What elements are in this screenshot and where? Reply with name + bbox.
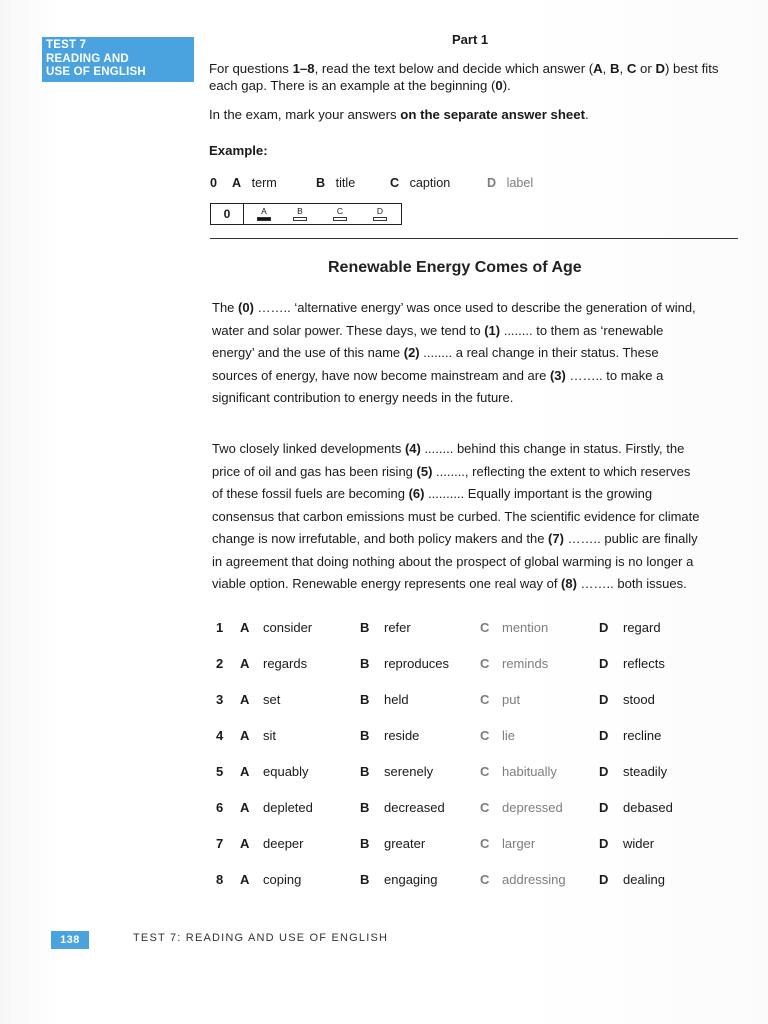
option-c-word: reminds: [502, 656, 549, 671]
option-d-word: wider: [623, 836, 655, 851]
running-title: TEST 7: READING AND USE OF ENGLISH: [133, 932, 389, 944]
line-text: sources of energy, have now become mainstream and are: [212, 367, 550, 383]
instruction-text: ,: [602, 61, 610, 76]
option-letter: D: [599, 800, 609, 815]
question-number: 6: [216, 800, 224, 815]
text-line: [212, 320, 742, 343]
question-number: 4: [216, 728, 224, 743]
line-text: viable option. Renewable energy represents one real way of: [212, 576, 562, 591]
text-line: [212, 551, 742, 574]
option-letter: C: [390, 176, 400, 190]
option-a-word: coping: [263, 872, 302, 887]
gap-number: (0): [238, 300, 254, 315]
text-line: [212, 387, 742, 410]
option-letter: B: [360, 764, 370, 779]
question-number: 1: [216, 620, 224, 635]
instruction-text: 1–8: [292, 61, 315, 76]
instructions-paragraph-1: [209, 60, 739, 94]
option-letter: D: [599, 764, 609, 779]
lozenge-mark-filled: [257, 217, 271, 221]
option-a-word: deeper: [263, 836, 304, 851]
instructions-paragraph-2: [209, 106, 739, 123]
lozenge-c: [331, 206, 349, 221]
instruction-text: on the separate answer sheet: [400, 107, 585, 122]
instruction-text: ).: [502, 78, 511, 93]
line-text: significant contribution to energy needs in the future.: [212, 390, 514, 405]
line-text: change is now irrefutable, and both policy makers and the: [212, 531, 549, 546]
line-text: consensus that carbon emissions must be curbed. The scientific evidence for climate: [212, 508, 700, 524]
option-letter: A: [240, 656, 250, 671]
option-a-word: sit: [263, 728, 276, 743]
option-a-word: set: [263, 692, 281, 707]
line-text: ........, reflecting the extent to which reserves: [432, 463, 691, 479]
instruction-text: For questions: [209, 61, 293, 76]
article-paragraph-2: [212, 438, 742, 596]
option-d-word: stood: [623, 692, 655, 707]
option-letter: C: [480, 728, 490, 743]
option-letter: A: [240, 872, 250, 887]
line-text: …….. to make a: [565, 367, 664, 383]
option-letter: A: [240, 620, 250, 635]
option-letter: D: [599, 656, 609, 671]
instruction-text: ) best fits each gap. There is an example at the beginning (: [209, 61, 719, 93]
example-option-d: [487, 176, 533, 190]
example-number: [210, 176, 217, 190]
question-number: 8: [216, 872, 224, 887]
option-letter: B: [360, 872, 370, 887]
example-answer-box: [210, 203, 402, 225]
option-letter: A: [240, 764, 250, 779]
line-text: Two closely linked developments: [212, 441, 405, 456]
text-line: [212, 342, 742, 365]
example-option-b: [316, 176, 355, 190]
option-word: label: [506, 176, 534, 190]
question-row: [0, 620, 768, 640]
option-letter: B: [360, 728, 370, 743]
option-letter: B: [360, 836, 370, 851]
gap-number: (8): [561, 576, 577, 591]
lozenge-letter: C: [336, 206, 344, 216]
example-option-c: [390, 176, 450, 190]
question-number: 5: [216, 764, 224, 779]
answer-box-number: 0: [211, 204, 244, 224]
option-letter: D: [599, 872, 609, 887]
instruction-text: In the exam, mark your answers: [209, 107, 401, 122]
instruction-text: B: [610, 61, 620, 76]
instruction-text: ,: [619, 61, 627, 76]
option-d-word: dealing: [623, 872, 665, 887]
instruction-text: C: [626, 61, 637, 76]
option-letter: D: [599, 620, 609, 635]
option-letter: B: [360, 800, 370, 815]
option-b-word: held: [384, 692, 409, 707]
article-paragraph-1: [212, 297, 742, 410]
option-letter: D: [599, 728, 609, 743]
option-d-word: steadily: [623, 764, 668, 779]
option-letter: C: [480, 836, 490, 851]
line-text: ........ behind this change in status. Firstly, the: [420, 441, 685, 456]
example-number-text: 0: [210, 176, 218, 190]
option-a-word: depleted: [263, 800, 313, 815]
option-b-word: serenely: [384, 764, 434, 779]
page-number: 138: [51, 931, 89, 949]
gap-number: (5): [416, 463, 433, 479]
question-number: 3: [216, 692, 224, 707]
option-letter: D: [599, 836, 609, 851]
gap-number: (4): [404, 441, 421, 456]
text-line: [212, 461, 742, 484]
option-letter: C: [480, 620, 490, 635]
option-a-word: consider: [263, 620, 313, 635]
gap-number: (2): [403, 345, 420, 360]
example-option-a: [232, 176, 277, 190]
text-line: [212, 528, 742, 551]
question-row: [0, 656, 768, 676]
question-row: [0, 836, 768, 856]
option-d-word: recline: [623, 728, 662, 743]
option-letter: A: [240, 836, 250, 851]
option-b-word: reside: [384, 728, 420, 743]
option-word: term: [251, 176, 277, 190]
option-letter: B: [360, 692, 370, 707]
option-letter: A: [232, 176, 242, 190]
option-c-word: put: [502, 692, 521, 707]
question-row: [0, 800, 768, 820]
line-text: price of oil and gas has been rising: [212, 463, 417, 479]
option-letter: D: [599, 692, 609, 707]
option-b-word: greater: [384, 836, 426, 851]
option-letter: C: [480, 800, 490, 815]
text-line: [212, 573, 742, 596]
lozenge-mark: [373, 217, 387, 221]
section-tag: [42, 37, 194, 82]
text-line: [212, 297, 742, 320]
section-tag-line: READING AND: [46, 52, 129, 65]
option-d-word: regard: [623, 620, 661, 635]
gap-number: (1): [484, 322, 501, 338]
option-a-word: equably: [263, 764, 309, 779]
option-letter: C: [480, 692, 490, 707]
lozenge-mark: [333, 217, 347, 221]
option-letter: C: [480, 872, 490, 887]
text-line: [212, 438, 742, 461]
option-word: caption: [409, 176, 451, 190]
line-text: of these fossil fuels are becoming: [212, 486, 409, 501]
lozenge-letter: D: [376, 206, 384, 216]
article-title: Renewable Energy Comes of Age: [328, 259, 582, 276]
instruction-text: 0: [495, 78, 503, 93]
option-letter: A: [240, 728, 250, 743]
option-c-word: depressed: [502, 800, 563, 815]
line-text: ........ to them as ‘renewable: [500, 322, 664, 338]
question-row: [0, 728, 768, 748]
option-c-word: mention: [502, 620, 549, 635]
option-d-word: reflects: [623, 656, 665, 671]
lozenge-b: [291, 206, 309, 221]
option-letter: A: [240, 800, 250, 815]
line-text: The: [212, 300, 239, 315]
option-c-word: habitually: [502, 764, 557, 779]
text-line: [212, 506, 742, 529]
gap-number: (3): [549, 367, 566, 383]
text-line: [212, 365, 742, 388]
question-number: 2: [216, 656, 224, 671]
lozenge-mark: [293, 217, 307, 221]
instruction-text: , read the text below and decide which answer (: [314, 61, 594, 76]
line-text: …….. ‘alternative energy’ was once used to describe the generation of wind,: [253, 300, 696, 315]
option-c-word: lie: [502, 728, 516, 743]
line-text: water and solar power. These days, we tend to: [212, 322, 485, 338]
line-text: …….. public are finally: [563, 531, 698, 546]
option-letter: C: [480, 764, 490, 779]
text-line: [212, 483, 742, 506]
line-text: in agreement that doing nothing about the prospect of global warming is no longer a: [212, 553, 694, 569]
question-row: [0, 692, 768, 712]
question-row: [0, 764, 768, 784]
divider-rule: [210, 238, 738, 239]
option-c-word: addressing: [502, 872, 566, 887]
option-c-word: larger: [502, 836, 536, 851]
option-b-word: reproduces: [384, 656, 450, 671]
lozenge-d: [371, 206, 389, 221]
option-letter: A: [240, 692, 250, 707]
option-letter: C: [480, 656, 490, 671]
option-letter: B: [316, 176, 326, 190]
option-b-word: decreased: [384, 800, 445, 815]
gap-number: (6): [408, 486, 425, 501]
section-tag-line: TEST 7: [46, 39, 87, 51]
instruction-text: A: [593, 61, 603, 76]
lozenge-letter: B: [297, 206, 303, 216]
option-b-word: refer: [384, 620, 411, 635]
line-text: …….. both issues.: [576, 576, 687, 591]
example-label: Example:: [209, 143, 268, 158]
line-text: energy’ and the use of this name: [212, 345, 404, 360]
option-a-word: regards: [263, 656, 308, 671]
part-title: Part 1: [452, 32, 489, 47]
instruction-text: or: [636, 61, 656, 76]
line-text: ........ a real change in their status. These: [419, 345, 659, 360]
lozenge-letter: A: [261, 206, 267, 216]
question-row: [0, 872, 768, 892]
line-text: .......... Equally important is the growing: [424, 486, 653, 501]
gap-number: (7): [548, 531, 564, 546]
lozenge-a: [255, 206, 273, 221]
option-letter: B: [360, 656, 370, 671]
section-tag-line: USE OF ENGLISH: [46, 66, 146, 78]
option-b-word: engaging: [384, 872, 438, 887]
option-d-word: debased: [623, 800, 673, 815]
question-number: 7: [216, 836, 224, 851]
option-word: title: [335, 176, 356, 190]
option-letter: B: [360, 620, 370, 635]
instruction-text: D: [655, 61, 665, 76]
instruction-text: .: [585, 107, 589, 122]
option-letter: D: [487, 176, 497, 190]
